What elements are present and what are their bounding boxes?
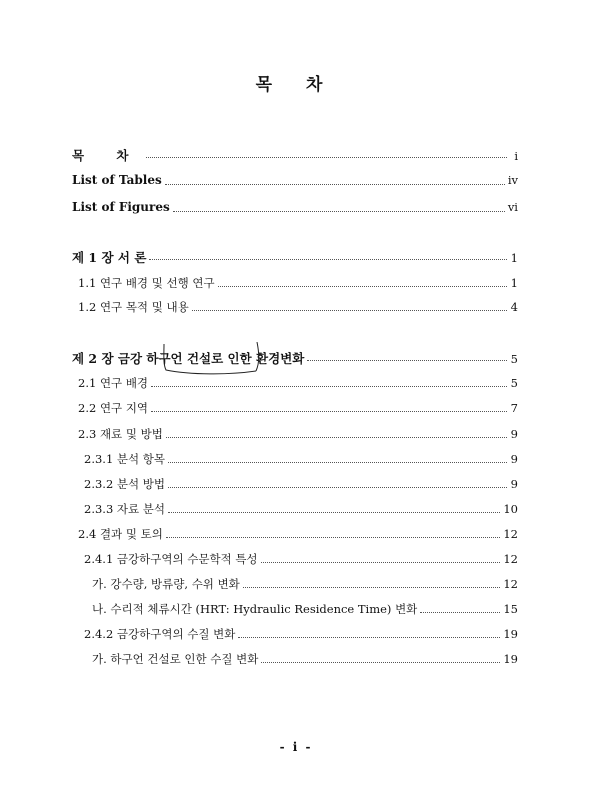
page-number-footer: - i - (279, 740, 313, 754)
toc-chapter-2-heading (72, 349, 518, 367)
dot-leader (243, 586, 501, 588)
toc-page-number: vi (507, 200, 518, 214)
toc-page-number: 10 (503, 502, 518, 516)
toc-page-number: 1 (510, 276, 518, 290)
toc-entry-label: 2.3.2 분석 방법 (84, 477, 166, 491)
dot-leader (146, 156, 507, 158)
toc-page-number: 15 (503, 602, 518, 616)
toc-entry (78, 426, 518, 444)
toc-page-number: 7 (510, 401, 518, 415)
dot-leader (166, 536, 501, 538)
toc-entry (78, 400, 518, 418)
toc-entry-label: 나. 수리적 체류시간 (HRT: Hydraulic Residence Time) 변화 (92, 602, 418, 616)
toc-entry (92, 651, 518, 669)
toc-page-number: 4 (510, 300, 518, 314)
dot-leader (307, 359, 507, 361)
toc-page-number: 9 (510, 477, 518, 491)
toc-page-number: 9 (510, 452, 518, 466)
toc-entry-label: 2.2 연구 지역 (78, 401, 149, 415)
page-title: 목 차 (255, 75, 337, 95)
toc-entry-label: 가. 하구언 건설로 인한 수질 변화 (92, 652, 259, 666)
toc-page-number: 1 (510, 251, 518, 265)
toc-entry (84, 626, 518, 644)
toc-entry-label: 제 2 장 금강 하구언 건설로 인한 환경변화 (72, 351, 305, 366)
toc-entry-label: 2.4.2 금강하구역의 수질 변화 (84, 627, 236, 641)
toc-entry-label: 2.1 연구 배경 (78, 376, 149, 390)
toc-entry (92, 601, 518, 619)
toc-page-number: 12 (503, 527, 518, 541)
toc-entry-label: 목 차 (72, 148, 143, 163)
toc-entry-label: 2.4.1 금강하구역의 수문학적 특성 (84, 552, 258, 566)
dot-leader (168, 486, 507, 488)
toc-entry (78, 375, 518, 393)
dot-leader (168, 511, 500, 513)
pen-annotation-mark (160, 342, 290, 378)
toc-page-number: 19 (503, 652, 518, 666)
dot-leader (218, 285, 507, 287)
toc-entry-label: List of Tables (72, 173, 162, 187)
toc-page-number: 5 (510, 376, 518, 390)
toc-entry (92, 576, 518, 594)
toc-entry (84, 476, 518, 494)
dot-leader (151, 385, 507, 387)
dot-leader (165, 183, 505, 185)
dot-leader (149, 258, 507, 260)
toc-entry-label: 2.3 재료 및 방법 (78, 427, 163, 441)
toc-entry-label: 1.1 연구 배경 및 선행 연구 (78, 276, 215, 290)
dot-leader (420, 611, 500, 613)
toc-entry-contents (72, 146, 518, 164)
toc-entry-label: 1.2 연구 목적 및 내용 (78, 300, 189, 314)
toc-entry-label: 2.3.1 분석 항목 (84, 452, 166, 466)
toc-page-number: 12 (503, 577, 518, 591)
toc-page-number: 9 (510, 427, 518, 441)
toc-page-number: 12 (503, 552, 518, 566)
toc-entry-label: List of Figures (72, 200, 170, 214)
toc-page-number: 5 (510, 352, 518, 366)
toc-page-number: iv (507, 173, 518, 187)
toc-entry (78, 275, 518, 293)
toc-entry-label: 2.3.3 자료 분석 (84, 502, 166, 516)
dot-leader (261, 661, 500, 663)
toc-entry (84, 501, 518, 519)
toc-page-number: 19 (503, 627, 518, 641)
toc-entry-list-of-tables (72, 173, 518, 191)
dot-leader (261, 561, 501, 563)
dot-leader (173, 210, 505, 212)
dot-leader (192, 309, 507, 311)
toc-entry-list-of-figures (72, 200, 518, 218)
toc-chapter-1-heading (72, 248, 518, 266)
toc-page-number: i (514, 149, 518, 163)
toc-entry-label: 제 1 장 서 론 (72, 250, 147, 265)
dot-leader (238, 636, 500, 638)
toc-entry (78, 299, 518, 317)
toc-entry (84, 451, 518, 469)
dot-leader (166, 436, 507, 438)
toc-entry-label: 2.4 결과 및 토의 (78, 527, 163, 541)
dot-leader (168, 461, 507, 463)
toc-entry-label: 가. 강수량, 방류량, 수위 변화 (92, 577, 240, 591)
toc-entry (78, 526, 518, 544)
toc-entry (84, 551, 518, 569)
dot-leader (151, 410, 507, 412)
